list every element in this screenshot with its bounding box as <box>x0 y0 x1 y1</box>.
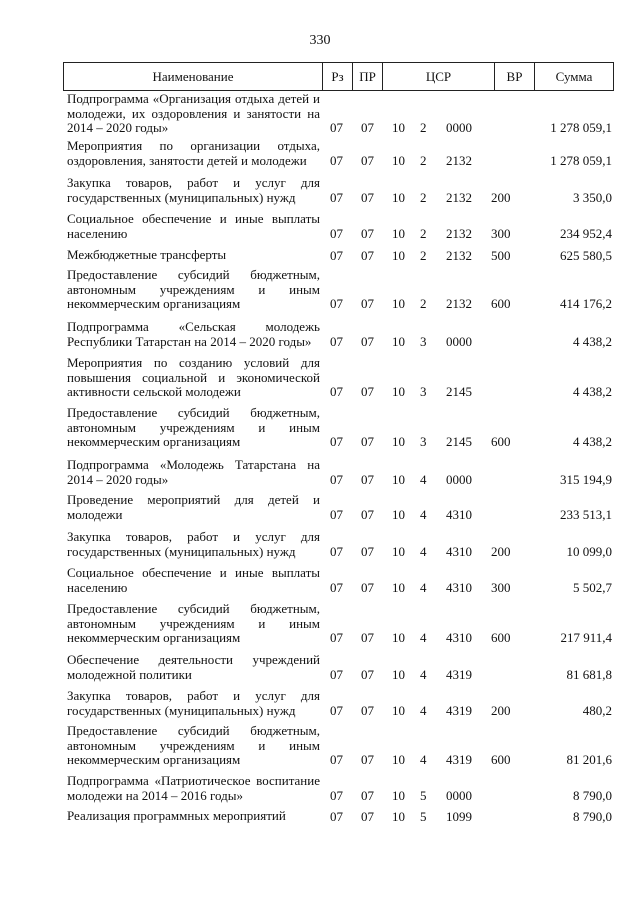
row-sum: 4 438,2 <box>573 384 612 399</box>
table-header <box>63 62 614 91</box>
row-csr2: 2 <box>420 248 427 263</box>
table-row <box>0 458 640 488</box>
row-name: Межбюджетные трансферты <box>67 247 227 262</box>
row-name: Закупка товаров, работ и услуг для государственных (муниципальных) нужд <box>67 175 320 205</box>
row-name: Подпрограмма «Молодежь Татарстана на 2014 – 2020 годы» <box>67 457 320 487</box>
row-csr1: 10 <box>392 153 405 168</box>
row-name: Проведение мероприятий для детей и молодежи <box>67 492 320 522</box>
row-rz: 07 <box>330 507 343 522</box>
row-csr2: 4 <box>420 544 427 559</box>
row-pr: 07 <box>361 809 374 824</box>
row-name: Мероприятия по организации отдыха, оздоровления, занятости детей и молодежи <box>67 138 320 168</box>
row-sum: 1 278 059,1 <box>550 153 612 168</box>
row-csr3: 4310 <box>446 507 472 522</box>
row-pr: 07 <box>361 226 374 241</box>
row-pr: 07 <box>361 334 374 349</box>
row-rz: 07 <box>330 580 343 595</box>
row-vr: 600 <box>491 296 511 311</box>
row-rz: 07 <box>330 667 343 682</box>
row-pr: 07 <box>361 667 374 682</box>
row-pr: 07 <box>361 472 374 487</box>
row-pr: 07 <box>361 788 374 803</box>
row-csr1: 10 <box>392 752 405 767</box>
row-sum: 81 681,8 <box>566 667 612 682</box>
row-sum: 315 194,9 <box>560 472 612 487</box>
row-csr1: 10 <box>392 580 405 595</box>
row-csr2: 5 <box>420 788 427 803</box>
row-name: Мероприятия по созданию условий для повышения социальной и экономической активности сельской молодежи <box>67 355 320 399</box>
row-name: Социальное обеспечение и иные выплаты населению <box>67 211 320 241</box>
header-name: Наименование <box>64 63 323 90</box>
row-rz: 07 <box>330 752 343 767</box>
row-name: Социальное обеспечение и иные выплаты населению <box>67 565 320 595</box>
row-sum: 3 350,0 <box>573 190 612 205</box>
row-vr: 200 <box>491 190 511 205</box>
table-row <box>0 320 640 350</box>
row-name: Предоставление субсидий бюджетным, автономным учреждениям и иным некоммерческим организациям <box>67 405 320 449</box>
row-pr: 07 <box>361 580 374 595</box>
row-name: Предоставление субсидий бюджетным, автономным учреждениям и иным некоммерческим организациям <box>67 601 320 645</box>
table-row <box>0 176 640 206</box>
row-csr2: 2 <box>420 226 427 241</box>
row-csr1: 10 <box>392 384 405 399</box>
row-csr1: 10 <box>392 507 405 522</box>
row-rz: 07 <box>330 703 343 718</box>
row-vr: 300 <box>491 226 511 241</box>
table-row <box>0 356 640 400</box>
row-csr2: 3 <box>420 334 427 349</box>
row-csr1: 10 <box>392 472 405 487</box>
row-name: Реализация программных мероприятий <box>67 808 286 823</box>
row-csr3: 4310 <box>446 630 472 645</box>
row-sum: 234 952,4 <box>560 226 612 241</box>
table-row <box>0 602 640 646</box>
table-row <box>0 139 640 169</box>
row-csr1: 10 <box>392 788 405 803</box>
row-sum: 414 176,2 <box>560 296 612 311</box>
table-row <box>0 653 640 683</box>
row-pr: 07 <box>361 752 374 767</box>
row-csr2: 2 <box>420 153 427 168</box>
row-rz: 07 <box>330 248 343 263</box>
row-csr3: 2132 <box>446 190 472 205</box>
row-csr3: 0000 <box>446 120 472 135</box>
row-csr1: 10 <box>392 334 405 349</box>
row-rz: 07 <box>330 226 343 241</box>
row-name: Закупка товаров, работ и услуг для государственных (муниципальных) нужд <box>67 529 320 559</box>
row-sum: 480,2 <box>582 703 612 718</box>
row-sum: 8 790,0 <box>573 788 612 803</box>
row-sum: 1 278 059,1 <box>550 120 612 135</box>
row-csr1: 10 <box>392 120 405 135</box>
row-csr3: 2132 <box>446 248 472 263</box>
table-row <box>0 724 640 768</box>
row-sum: 233 513,1 <box>560 507 612 522</box>
row-csr3: 4319 <box>446 752 472 767</box>
header-csr: ЦСР <box>383 63 495 90</box>
header-vr: ВР <box>495 63 535 90</box>
row-csr3: 4319 <box>446 667 472 682</box>
row-sum: 81 201,6 <box>566 752 612 767</box>
row-rz: 07 <box>330 384 343 399</box>
row-csr2: 2 <box>420 296 427 311</box>
row-csr1: 10 <box>392 248 405 263</box>
row-name: Обеспечение деятельности учреждений молодежной политики <box>67 652 320 682</box>
row-name: Подпрограмма «Сельская молодежь Республики Татарстан на 2014 – 2020 годы» <box>67 319 320 349</box>
row-sum: 4 438,2 <box>573 434 612 449</box>
row-csr3: 2145 <box>446 384 472 399</box>
row-csr2: 4 <box>420 580 427 595</box>
row-vr: 200 <box>491 703 511 718</box>
row-name: Закупка товаров, работ и услуг для государственных (муниципальных) нужд <box>67 688 320 718</box>
table-row <box>0 566 640 596</box>
table-row <box>0 248 640 264</box>
row-rz: 07 <box>330 190 343 205</box>
row-name: Предоставление субсидий бюджетным, автономным учреждениям и иным некоммерческим организациям <box>67 267 320 311</box>
row-rz: 07 <box>330 630 343 645</box>
table-row <box>0 212 640 242</box>
row-csr3: 4310 <box>446 580 472 595</box>
row-csr3: 2132 <box>446 153 472 168</box>
row-csr1: 10 <box>392 703 405 718</box>
row-pr: 07 <box>361 296 374 311</box>
row-csr1: 10 <box>392 226 405 241</box>
row-sum: 4 438,2 <box>573 334 612 349</box>
row-rz: 07 <box>330 472 343 487</box>
row-csr3: 0000 <box>446 788 472 803</box>
table-row <box>0 92 640 136</box>
row-csr2: 3 <box>420 434 427 449</box>
row-csr3: 2132 <box>446 226 472 241</box>
row-pr: 07 <box>361 544 374 559</box>
page-number: 330 <box>309 33 331 48</box>
header-rz: Рз <box>323 63 353 90</box>
row-vr: 600 <box>491 434 511 449</box>
row-sum: 5 502,7 <box>573 580 612 595</box>
row-csr2: 4 <box>420 630 427 645</box>
row-csr2: 3 <box>420 384 427 399</box>
row-csr1: 10 <box>392 544 405 559</box>
header-pr: ПР <box>353 63 383 90</box>
row-vr: 600 <box>491 630 511 645</box>
table-row <box>0 268 640 312</box>
row-name: Предоставление субсидий бюджетным, автономным учреждениям и иным некоммерческим организациям <box>67 723 320 767</box>
row-rz: 07 <box>330 544 343 559</box>
row-rz: 07 <box>330 788 343 803</box>
row-vr: 300 <box>491 580 511 595</box>
header-sum: Сумма <box>555 68 593 84</box>
table-row <box>0 774 640 804</box>
row-sum: 217 911,4 <box>560 630 612 645</box>
row-csr3: 2132 <box>446 296 472 311</box>
row-csr1: 10 <box>392 190 405 205</box>
row-vr: 500 <box>491 248 511 263</box>
row-pr: 07 <box>361 153 374 168</box>
row-csr2: 2 <box>420 190 427 205</box>
row-name: Подпрограмма «Организация отдыха детей и молодежи, их оздоровления и занятости на 2014 – 2020 годы» <box>67 91 320 135</box>
row-pr: 07 <box>361 703 374 718</box>
row-vr: 200 <box>491 544 511 559</box>
row-csr2: 4 <box>420 703 427 718</box>
row-csr3: 0000 <box>446 472 472 487</box>
row-csr2: 5 <box>420 809 427 824</box>
row-pr: 07 <box>361 190 374 205</box>
row-csr1: 10 <box>392 434 405 449</box>
row-csr2: 4 <box>420 507 427 522</box>
row-pr: 07 <box>361 434 374 449</box>
row-rz: 07 <box>330 434 343 449</box>
row-csr1: 10 <box>392 296 405 311</box>
row-rz: 07 <box>330 334 343 349</box>
row-csr3: 2145 <box>446 434 472 449</box>
table-row <box>0 493 640 523</box>
row-csr3: 4319 <box>446 703 472 718</box>
table-row <box>0 809 640 825</box>
row-sum: 10 099,0 <box>566 544 612 559</box>
row-csr2: 4 <box>420 472 427 487</box>
row-csr1: 10 <box>392 667 405 682</box>
row-pr: 07 <box>361 384 374 399</box>
row-pr: 07 <box>361 507 374 522</box>
row-sum: 8 790,0 <box>573 809 612 824</box>
row-rz: 07 <box>330 296 343 311</box>
row-csr3: 0000 <box>446 334 472 349</box>
table-row <box>0 406 640 450</box>
row-csr3: 1099 <box>446 809 472 824</box>
row-csr3: 4310 <box>446 544 472 559</box>
row-pr: 07 <box>361 248 374 263</box>
row-rz: 07 <box>330 120 343 135</box>
row-csr2: 4 <box>420 752 427 767</box>
row-sum: 625 580,5 <box>560 248 612 263</box>
row-csr1: 10 <box>392 630 405 645</box>
row-csr2: 4 <box>420 667 427 682</box>
row-csr1: 10 <box>392 809 405 824</box>
table-row <box>0 689 640 719</box>
row-rz: 07 <box>330 809 343 824</box>
row-pr: 07 <box>361 120 374 135</box>
row-pr: 07 <box>361 630 374 645</box>
row-csr2: 2 <box>420 120 427 135</box>
row-name: Подпрограмма «Патриотическое воспитание молодежи на 2014 – 2016 годы» <box>67 773 320 803</box>
row-rz: 07 <box>330 153 343 168</box>
row-vr: 600 <box>491 752 511 767</box>
table-row <box>0 530 640 560</box>
